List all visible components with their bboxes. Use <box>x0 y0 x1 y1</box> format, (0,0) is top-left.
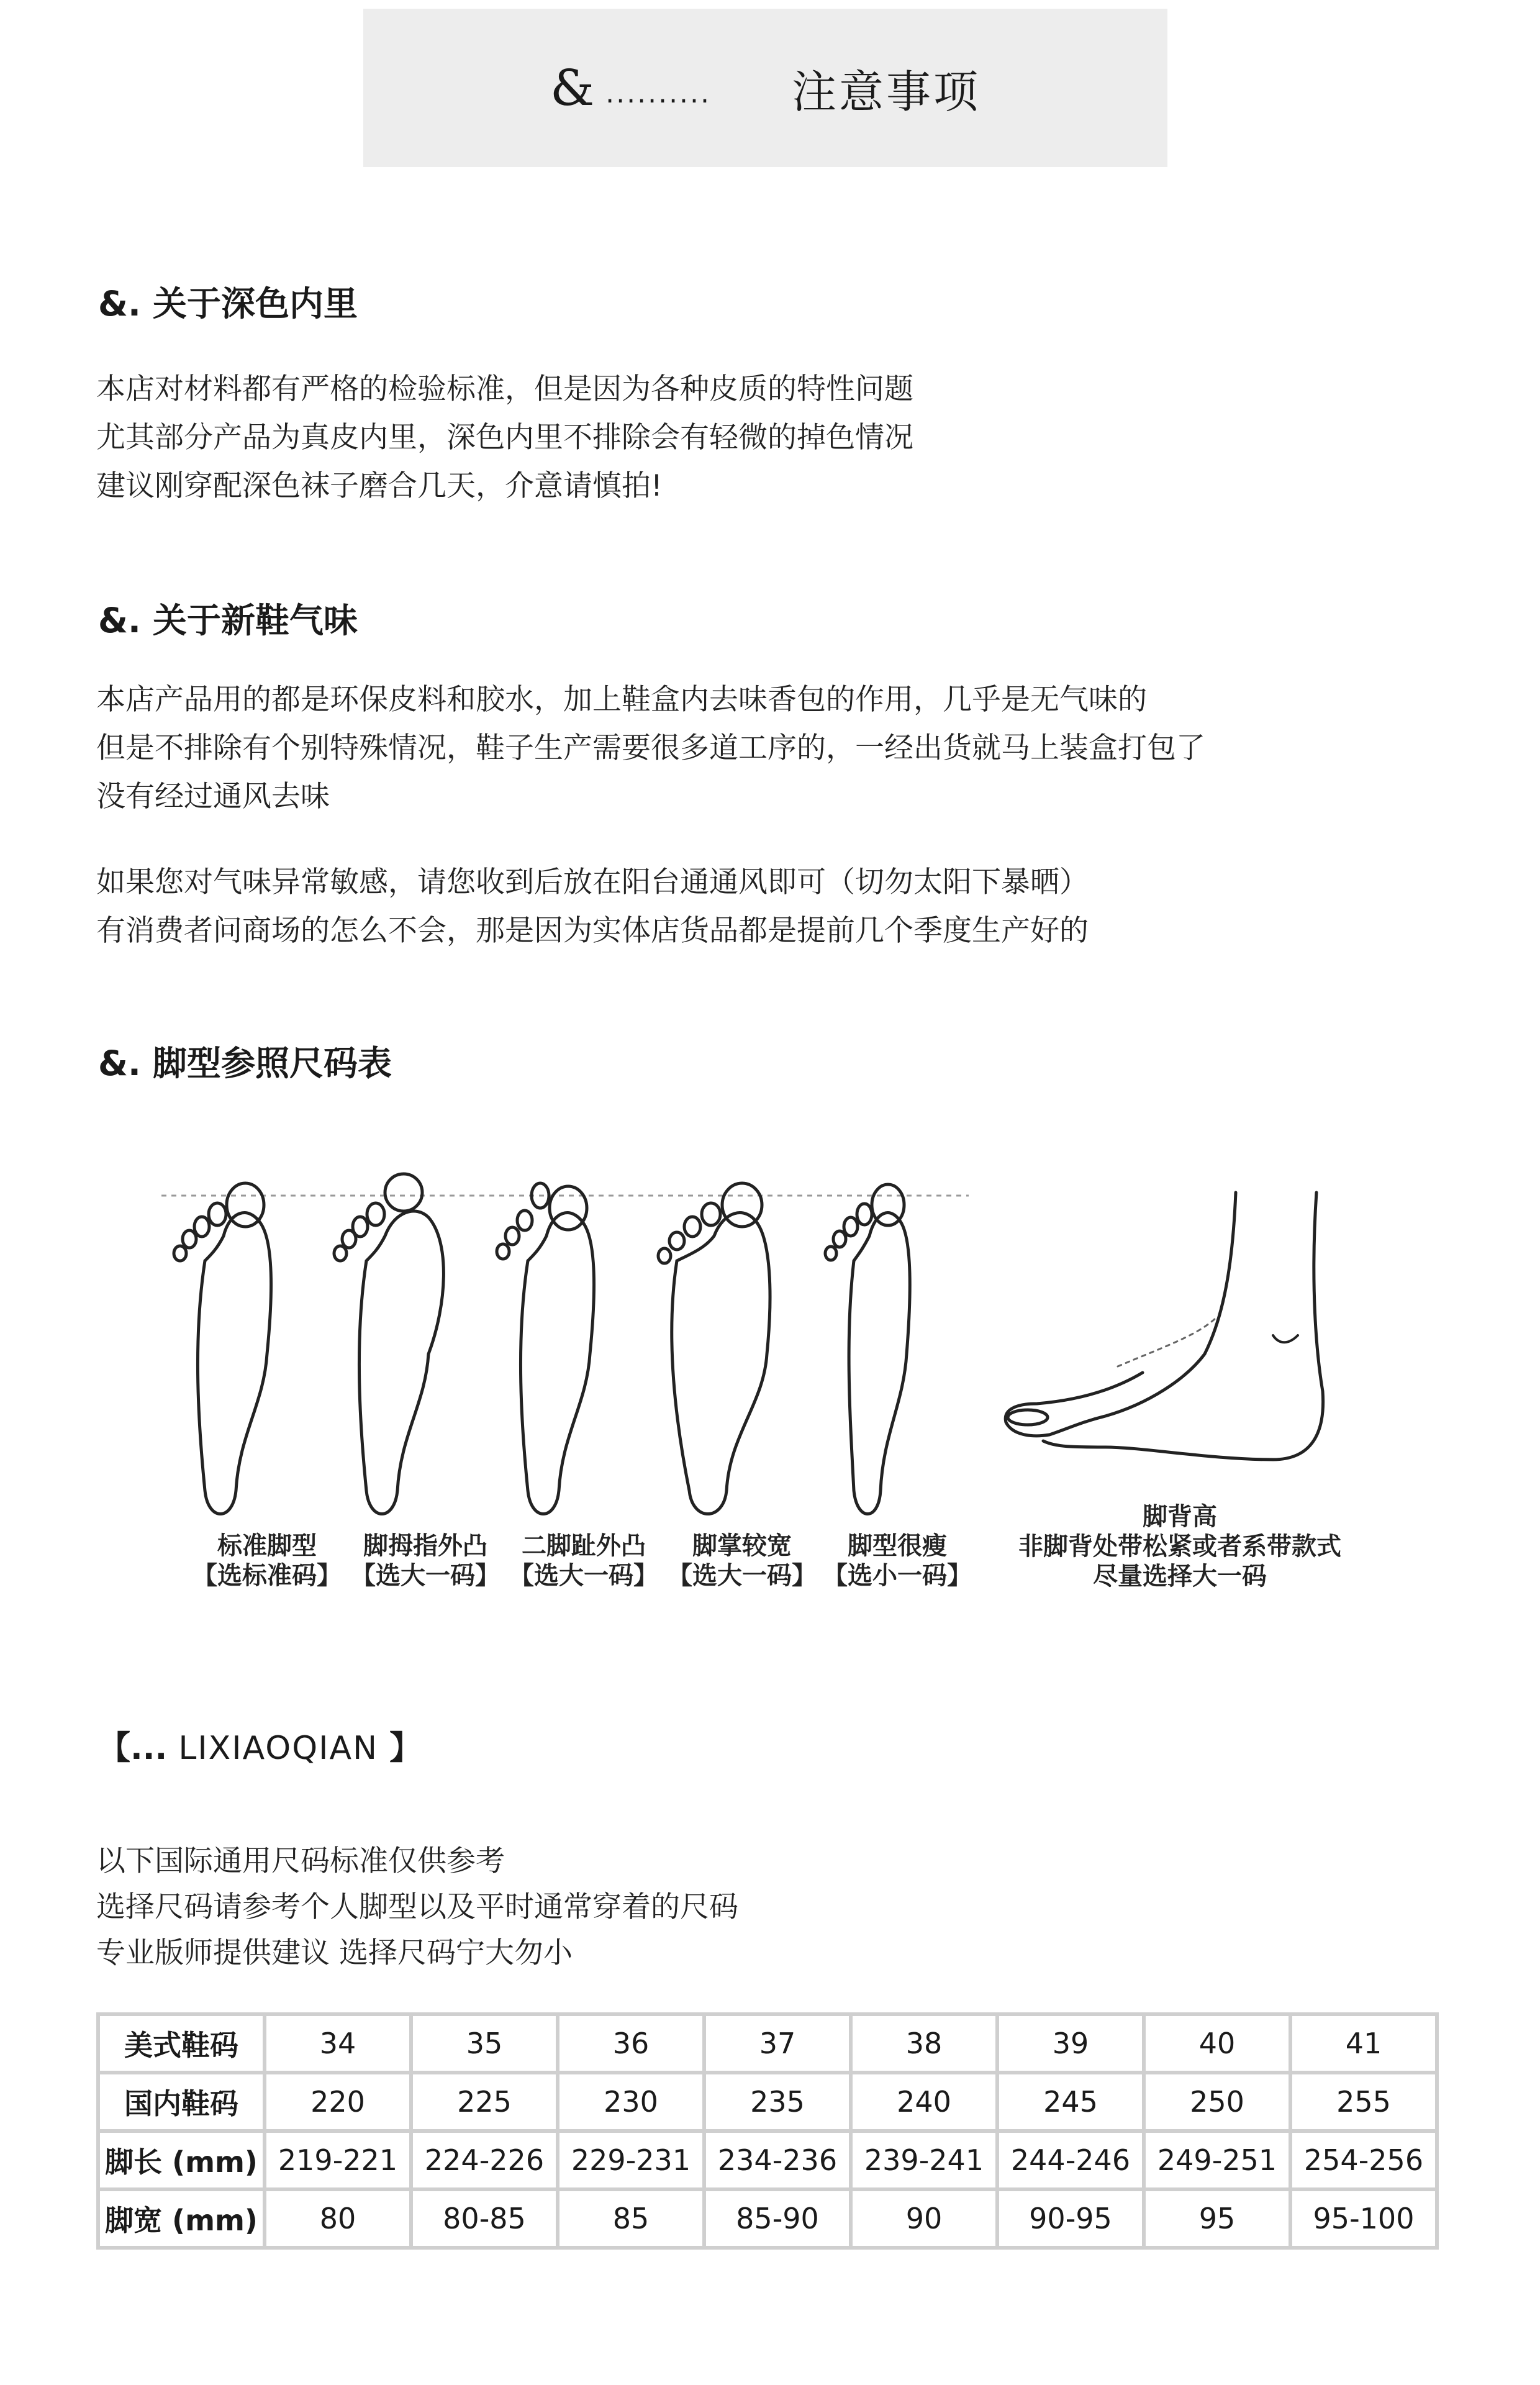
size-table <box>96 2012 1439 2250</box>
size-cell: 90-95 <box>997 2189 1144 2248</box>
size-cell: 220 <box>265 2073 411 2131</box>
foot-type-name: 脚拇指外凸 <box>363 1532 487 1560</box>
foot-type-wide <box>661 1531 823 1591</box>
brand-line <box>98 1722 422 1768</box>
foot-type-advice: 【选大一码】 <box>509 1561 658 1590</box>
size-cell: 35 <box>411 2014 558 2073</box>
size-cell: 41 <box>1290 2014 1437 2073</box>
size-cell: 224-226 <box>411 2131 558 2189</box>
foot-sketch-slim <box>825 1184 910 1514</box>
size-intro-line: 选择尺码请参考个人脚型以及平时通常穿着的尺码 <box>96 1890 738 1924</box>
odor-line: 没有经过通风去味 <box>96 779 330 814</box>
foot-sketch-bunion <box>334 1174 443 1514</box>
foot-type-second-toe <box>503 1531 664 1591</box>
size-cell: 244-246 <box>997 2131 1144 2189</box>
foot-sketch-wide <box>658 1183 770 1514</box>
foot-type-advice: 【选大一码】 <box>668 1561 817 1590</box>
size-cell: 235 <box>704 2073 851 2131</box>
foot-type-advice: 【选小一码】 <box>823 1561 972 1590</box>
table-row <box>98 2014 1437 2073</box>
size-cell: 80 <box>265 2189 411 2248</box>
size-cell: 38 <box>851 2014 997 2073</box>
foot-type-name: 标准脚型 <box>217 1532 317 1560</box>
instep-advice: 非脚背处带松紧或者系带款式 <box>1018 1532 1341 1561</box>
size-cell: 225 <box>411 2073 558 2131</box>
foot-type-advice: 【选大一码】 <box>351 1561 500 1590</box>
foot-type-name: 二脚趾外凸 <box>522 1532 646 1560</box>
foot-type-labels <box>186 1531 994 1624</box>
brand-close: 】 <box>389 1730 422 1767</box>
foot-type-name: 脚掌较宽 <box>692 1532 792 1560</box>
lining-text <box>96 365 913 511</box>
brand-name: LIXIAOQIAN <box>178 1730 378 1767</box>
odor-line: 但是不排除有个别特殊情况，鞋子生产需要很多道工序的，一经出货就马上装盒打包了 <box>96 731 1205 765</box>
size-cell: 249-251 <box>1144 2131 1290 2189</box>
row-label: 脚长 (mm) <box>98 2131 265 2189</box>
banner-title: 注意事项 <box>792 65 981 118</box>
foot-type-slim <box>817 1531 978 1591</box>
table-row <box>98 2131 1437 2189</box>
foot-type-name: 脚型很瘦 <box>848 1532 947 1560</box>
size-intro-line: 专业版师提供建议 选择尺码宁大勿小 <box>96 1936 573 1970</box>
size-cell: 37 <box>704 2014 851 2073</box>
size-intro <box>96 1838 738 1976</box>
odor-heading: &. 关于新鞋气味 <box>98 601 358 640</box>
odor-line: 有消费者问商场的怎么不会，那是因为实体店货品都是提前几个季度生产好的 <box>96 914 1089 948</box>
size-cell: 250 <box>1144 2073 1290 2131</box>
size-cell: 245 <box>997 2073 1144 2131</box>
row-label: 脚宽 (mm) <box>98 2189 265 2248</box>
size-cell: 90 <box>851 2189 997 2248</box>
size-intro-line: 以下国际通用尺码标准仅供参考 <box>96 1844 505 1878</box>
size-cell: 219-221 <box>265 2131 411 2189</box>
size-cell: 239-241 <box>851 2131 997 2189</box>
table-row <box>98 2189 1437 2248</box>
foot-types-heading: &. 脚型参照尺码表 <box>98 1043 392 1083</box>
foot-sketch-standard <box>174 1183 271 1514</box>
lining-line: 建议刚穿配深色袜子磨合几天，介意请慎拍! <box>96 469 663 503</box>
notice-banner <box>363 9 1167 167</box>
size-cell: 234-236 <box>704 2131 851 2189</box>
banner-ampersand: & <box>550 59 595 117</box>
banner-dots: .......... <box>605 78 712 109</box>
foot-type-bunion <box>345 1531 506 1591</box>
size-cell: 40 <box>1144 2014 1290 2073</box>
row-label: 美式鞋码 <box>98 2014 265 2073</box>
brand-open: 【... <box>98 1730 168 1767</box>
size-cell: 240 <box>851 2073 997 2131</box>
foot-sketch-high-instep <box>1005 1192 1323 1460</box>
odor-text-2 <box>96 858 1089 955</box>
foot-sketch-second-toe <box>497 1183 594 1514</box>
odor-line: 如果您对气味异常敏感，请您收到后放在阳台通通风即可（切勿太阳下暴晒） <box>96 865 1089 899</box>
size-cell: 229-231 <box>558 2131 704 2189</box>
instep-name: 脚背高 <box>1143 1502 1217 1531</box>
lining-heading: &. 关于深色内里 <box>98 284 358 324</box>
instep-advice: 尽量选择大一码 <box>1093 1562 1267 1591</box>
row-label: 国内鞋码 <box>98 2073 265 2131</box>
size-cell: 85-90 <box>704 2189 851 2248</box>
size-cell: 39 <box>997 2014 1144 2073</box>
size-cell: 95-100 <box>1290 2189 1437 2248</box>
size-cell: 85 <box>558 2189 704 2248</box>
table-row <box>98 2073 1437 2131</box>
size-cell: 230 <box>558 2073 704 2131</box>
size-cell: 255 <box>1290 2073 1437 2131</box>
size-cell: 95 <box>1144 2189 1290 2248</box>
lining-line: 本店对材料都有严格的检验标准，但是因为各种皮质的特性问题 <box>96 372 913 406</box>
size-cell: 36 <box>558 2014 704 2073</box>
size-cell: 254-256 <box>1290 2131 1437 2189</box>
size-cell: 34 <box>265 2014 411 2073</box>
foot-type-high-instep <box>987 1502 1372 1591</box>
foot-type-standard <box>186 1531 348 1591</box>
odor-line: 本店产品用的都是环保皮料和胶水，加上鞋盒内去味香包的作用，几乎是无气味的 <box>96 683 1147 717</box>
odor-text-1 <box>96 676 1205 821</box>
size-cell: 80-85 <box>411 2189 558 2248</box>
foot-type-advice: 【选标准码】 <box>192 1561 342 1590</box>
lining-line: 尤其部分产品为真皮内里，深色内里不排除会有轻微的掉色情况 <box>96 420 913 455</box>
